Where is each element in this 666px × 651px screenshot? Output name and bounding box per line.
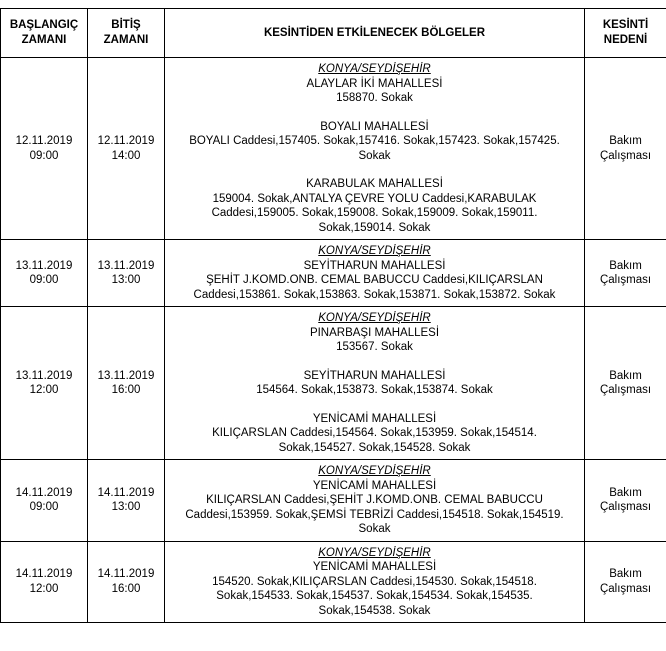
- regions-cell: [165, 541, 585, 623]
- end-date: 13.11.2019: [97, 259, 155, 272]
- street-list-line: Sokak,154538. Sokak: [318, 604, 431, 617]
- start-date: 13.11.2019: [15, 369, 73, 382]
- street-list-line: Sokak,154533. Sokak,154537. Sokak,154534. Sokak,154535.: [216, 590, 533, 602]
- city-name: KONYA/SEYDİŞEHİR: [318, 312, 431, 324]
- reason-text: Çalışması: [599, 149, 652, 162]
- neighborhood-name: YENİCAMİ MAHALLESİ: [312, 479, 437, 492]
- start-hour: 12:00: [29, 384, 59, 396]
- neighborhood-block: [171, 77, 578, 106]
- street-list-line: Sokak: [358, 523, 391, 535]
- start-hour: 09:00: [29, 501, 59, 514]
- city-name: KONYA/SEYDİŞEHİR: [318, 546, 431, 559]
- regions-cell: [165, 58, 585, 240]
- city-name: KONYA/SEYDİŞEHİR: [318, 63, 431, 75]
- street-list-line: Caddesi,153861. Sokak,153863. Sokak,153871. Sokak,153872. Sokak: [193, 288, 556, 301]
- neighborhood-name: SEYİTHARUN MAHALLESİ: [303, 259, 446, 272]
- reason-text: Bakım: [609, 135, 642, 147]
- neighborhood-block: [171, 369, 578, 398]
- street-list-line: 158870. Sokak: [336, 92, 413, 104]
- table-row: [1, 240, 666, 307]
- end-time-cell: [88, 240, 165, 307]
- end-time-cell: [88, 307, 165, 460]
- start-time-cell: [1, 460, 88, 542]
- end-date: 14.11.2019: [97, 568, 155, 581]
- start-time-cell: [1, 541, 88, 623]
- reason-text: Bakım: [609, 259, 642, 272]
- table-body: [1, 58, 666, 623]
- street-list-line: Caddesi,159005. Sokak,159008. Sokak,159009. Sokak,159011.: [211, 207, 538, 219]
- reason-text: Bakım: [609, 486, 642, 499]
- start-time-cell: [1, 240, 88, 307]
- neighborhood-name: SEYİTHARUN MAHALLESİ: [303, 369, 446, 382]
- street-list-line: Sokak,154527. Sokak,154528. Sokak: [278, 441, 471, 454]
- city-name: KONYA/SEYDİŞEHİR: [318, 245, 431, 257]
- neighborhood-name: YENİCAMİ MAHALLESİ: [312, 561, 437, 573]
- street-list-line: Sokak: [358, 149, 391, 162]
- street-list-line: 153567. Sokak: [336, 341, 413, 353]
- start-time-header: BAŞLANGIÇ ZAMANI: [1, 9, 88, 58]
- reason-cell: [585, 307, 666, 460]
- reason-cell: [585, 58, 666, 240]
- end-hour: 16:00: [111, 582, 141, 595]
- reason-text: Çalışması: [599, 582, 652, 595]
- regions-cell: [165, 460, 585, 542]
- start-time-cell: [1, 58, 88, 240]
- end-time-cell: [88, 541, 165, 623]
- neighborhood-name: BOYALI MAHALLESİ: [320, 120, 429, 133]
- street-list-line: KILIÇARSLAN Caddesi,154564. Sokak,153959. Sokak,154514.: [212, 427, 537, 439]
- outage-schedule-table: [0, 8, 666, 623]
- neighborhood-block: [171, 560, 578, 618]
- start-date: 12.11.2019: [15, 135, 73, 147]
- start-date: 14.11.2019: [15, 568, 73, 581]
- regions-header: KESİNTİDEN ETKİLENECEK BÖLGELER: [165, 9, 585, 58]
- end-hour: 13:00: [111, 274, 141, 286]
- reason-text: Bakım: [609, 568, 642, 581]
- end-hour: 13:00: [111, 501, 141, 514]
- neighborhood-block: [171, 412, 578, 456]
- start-hour: 09:00: [29, 274, 59, 286]
- street-list-line: 154520. Sokak,KILIÇARSLAN Caddesi,154530. Sokak,154518.: [212, 575, 537, 588]
- reason-header: KESİNTİ NEDENİ: [585, 9, 666, 58]
- reason-cell: [585, 541, 666, 623]
- neighborhood-name: PINARBAŞI MAHALLESİ: [309, 326, 440, 339]
- street-list-line: Caddesi,153959. Sokak,ŞEMSİ TEBRİZİ Caddesi,154518. Sokak,154519.: [185, 508, 564, 521]
- neighborhood-block: [171, 177, 578, 235]
- reason-cell: [585, 460, 666, 542]
- start-time-cell: [1, 307, 88, 460]
- street-list-line: ŞEHİT J.KOMD.ONB. CEMAL BABUCCU Caddesi,KILIÇARSLAN: [206, 274, 543, 286]
- table-row: [1, 541, 666, 623]
- street-list-line: BOYALI Caddesi,157405. Sokak,157416. Sokak,157423. Sokak,157425.: [189, 135, 560, 147]
- table-row: [1, 58, 666, 240]
- regions-cell: [165, 307, 585, 460]
- reason-text: Çalışması: [599, 384, 652, 396]
- neighborhood-name: YENİCAMİ MAHALLESİ: [312, 412, 437, 425]
- start-hour: 09:00: [29, 149, 59, 162]
- neighborhood-block: [171, 326, 578, 355]
- end-date: 13.11.2019: [97, 369, 155, 382]
- end-time-header: BİTİŞ ZAMANI: [88, 9, 165, 58]
- header-row: [1, 9, 666, 58]
- end-hour: 16:00: [111, 384, 141, 396]
- reason-cell: [585, 240, 666, 307]
- street-list-line: 154564. Sokak,153873. Sokak,153874. Sokak: [256, 384, 493, 396]
- regions-cell: [165, 240, 585, 307]
- table-row: [1, 460, 666, 542]
- table-row: [1, 307, 666, 460]
- street-list-line: 159004. Sokak,ANTALYA ÇEVRE YOLU Caddesi,KARABULAK: [212, 192, 537, 205]
- start-hour: 12:00: [29, 582, 59, 595]
- start-date: 14.11.2019: [15, 486, 73, 499]
- end-time-cell: [88, 58, 165, 240]
- end-date: 12.11.2019: [97, 135, 155, 147]
- start-date: 13.11.2019: [15, 259, 73, 272]
- street-list-line: Sokak,159014. Sokak: [318, 221, 431, 234]
- neighborhood-name: ALAYLAR İKİ MAHALLESİ: [306, 77, 443, 90]
- neighborhood-block: [171, 479, 578, 537]
- end-hour: 14:00: [111, 149, 141, 162]
- street-list-line: KILIÇARSLAN Caddesi,ŞEHİT J.KOMD.ONB. CEMAL BABUCCU: [206, 494, 543, 506]
- end-time-cell: [88, 460, 165, 542]
- reason-text: Çalışması: [599, 274, 652, 286]
- city-name: KONYA/SEYDİŞEHİR: [318, 465, 431, 477]
- reason-text: Bakım: [609, 369, 642, 382]
- end-date: 14.11.2019: [97, 486, 155, 499]
- reason-text: Çalışması: [599, 501, 652, 514]
- neighborhood-block: [171, 259, 578, 303]
- neighborhood-name: KARABULAK MAHALLESİ: [306, 178, 443, 190]
- neighborhood-block: [171, 120, 578, 164]
